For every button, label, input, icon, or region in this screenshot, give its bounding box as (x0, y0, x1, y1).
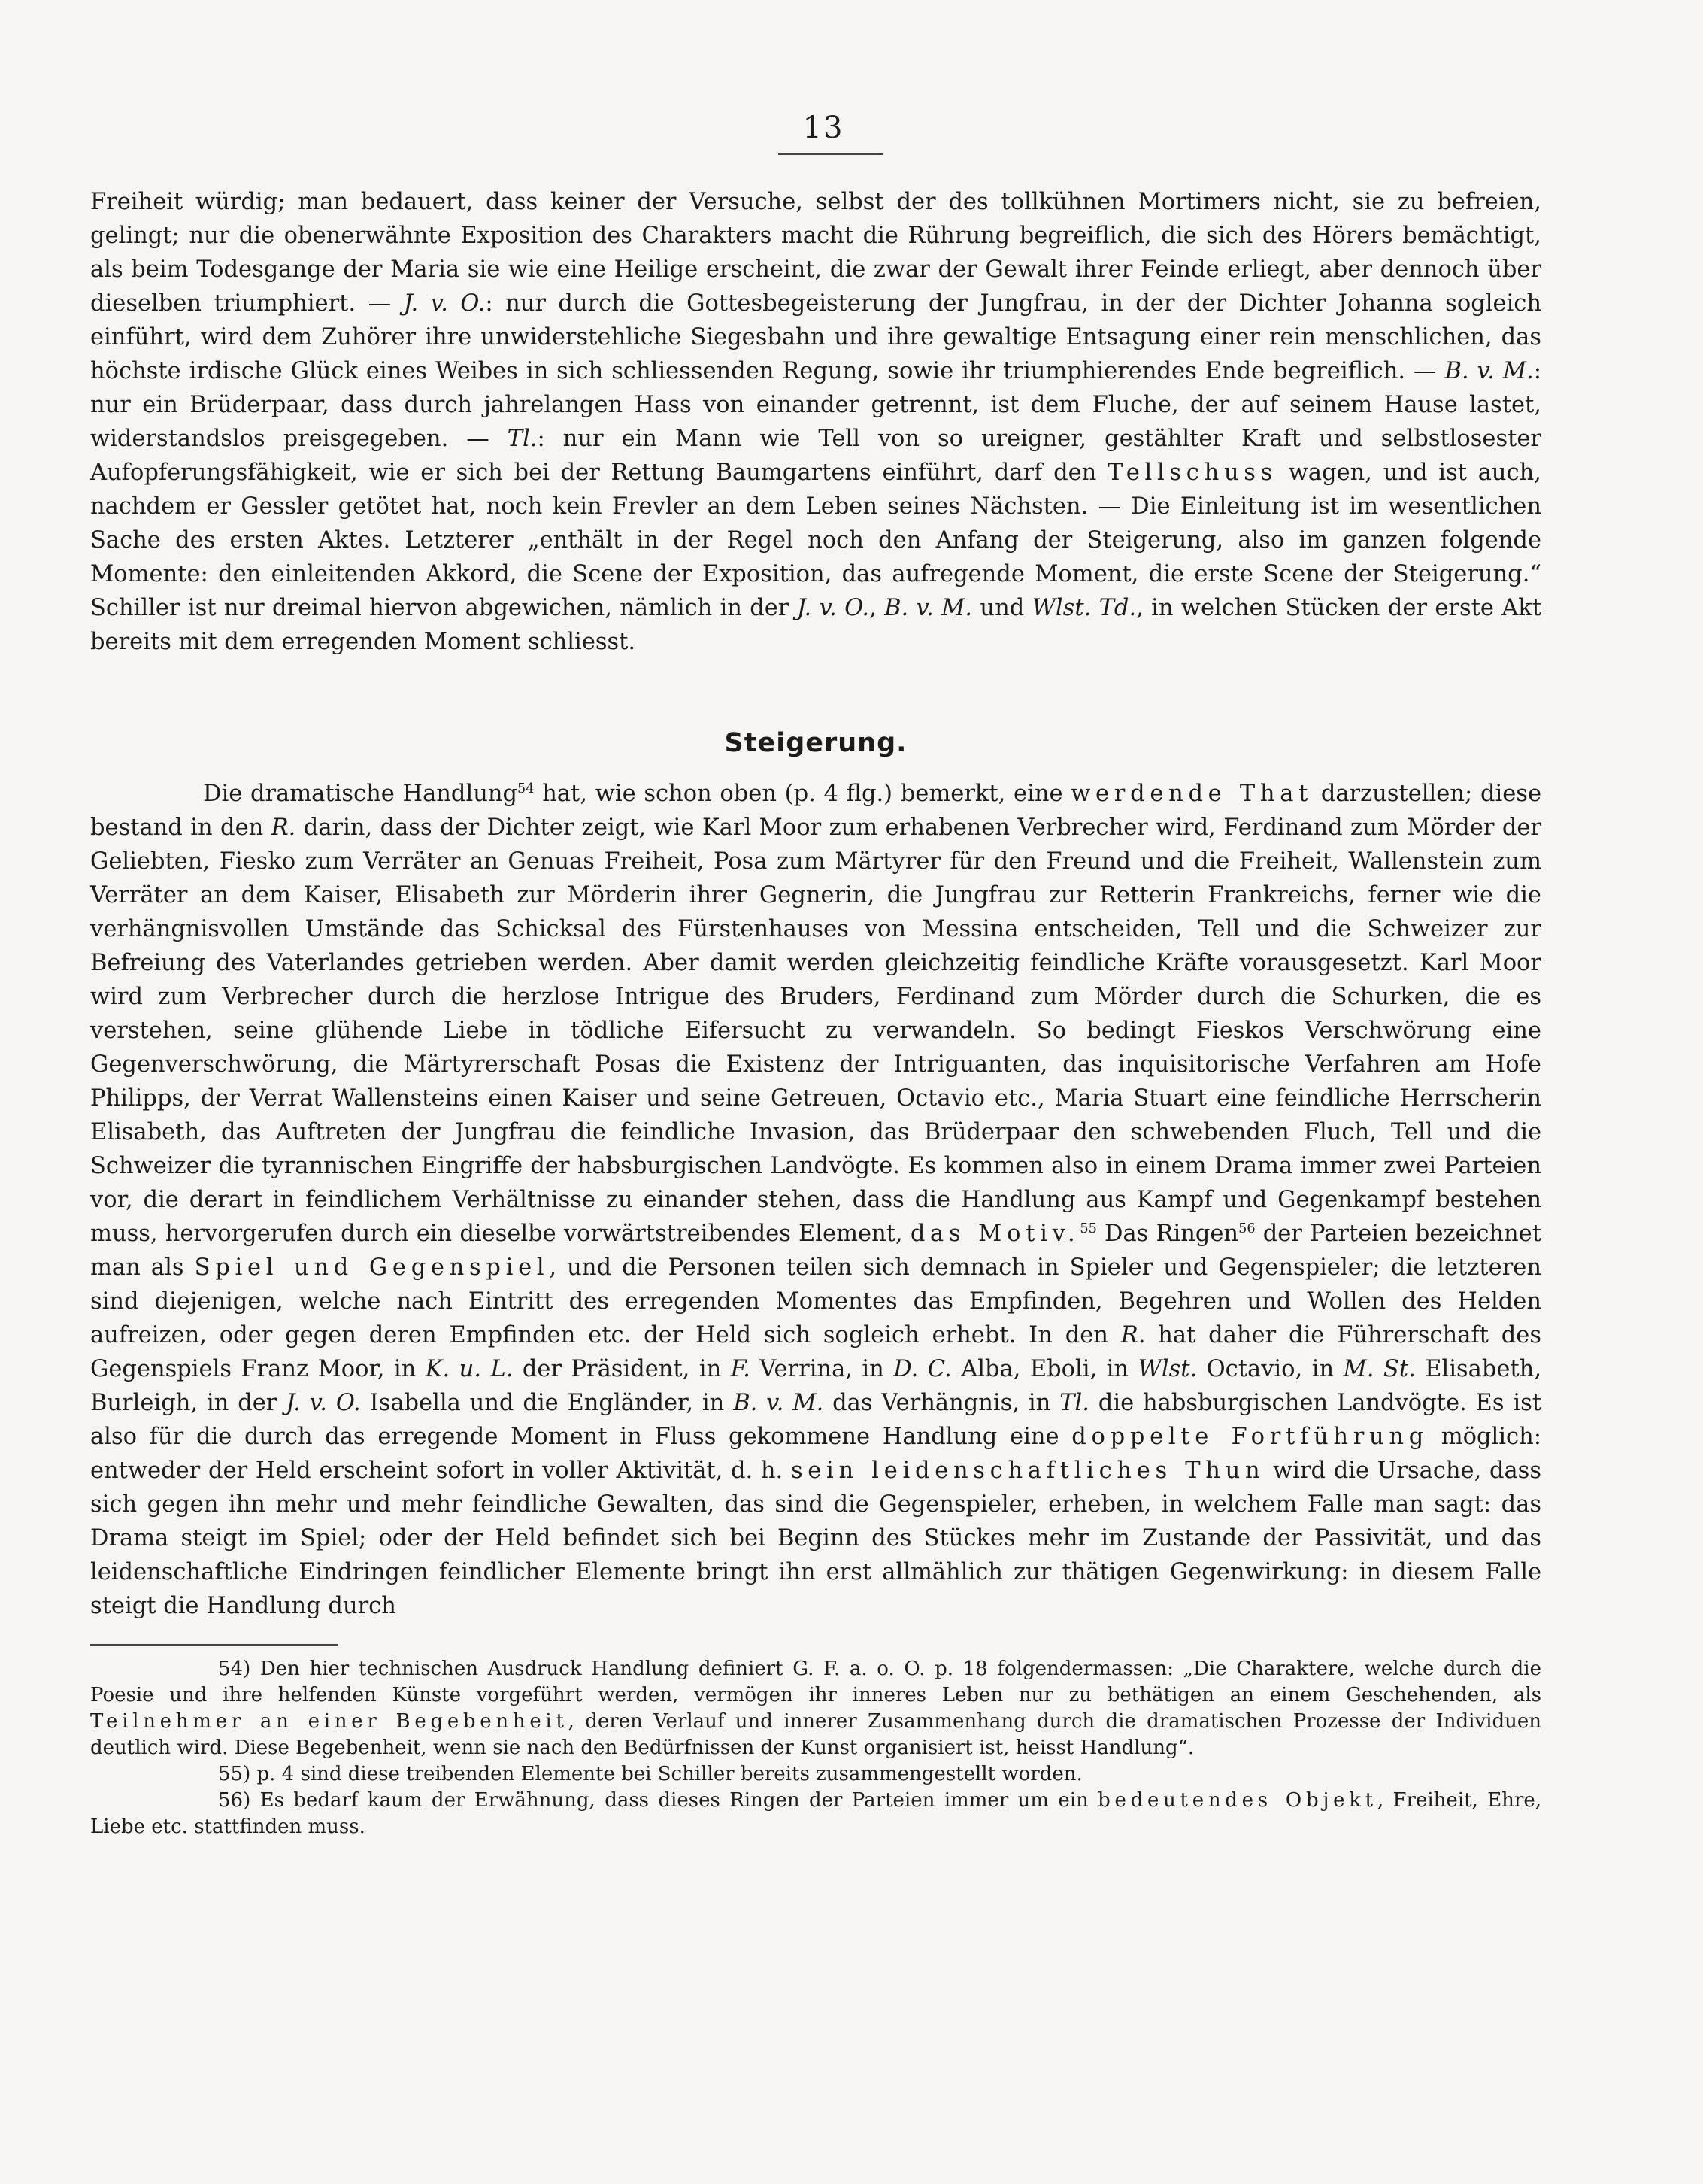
play-abbreviation: Tl. (507, 426, 538, 452)
footnote-54 (90, 1656, 1541, 1761)
play-abbreviation: M. St. (1343, 1356, 1416, 1382)
book-page (90, 113, 1541, 2128)
text-run: Elisabeth, Burleigh, in der (90, 1356, 1542, 1416)
text-run: , in welchen Stücken der erste Akt bereits mit dem erregenden Moment schliesst. (90, 595, 1542, 655)
play-abbreviation: J. v. O. (403, 290, 486, 317)
text-run: möglich: entweder der Held erscheint sofort in voller Aktivität, d. h. (90, 1424, 1542, 1484)
text-run: das Verhängnis, in (823, 1390, 1060, 1416)
footnote-ref: 55 (1080, 1221, 1097, 1236)
spaced-emphasis: Spiel und Gegenspiel (194, 1254, 550, 1281)
footnote-ref: 54 (517, 781, 535, 796)
text-run: hat, wie schon oben (p. 4 flg.) bemerkt, eine (534, 781, 1071, 807)
text-run: Die dramatische Handlung (203, 781, 518, 807)
text-run: darzustellen; diese bestand in den (90, 781, 1541, 841)
main-paragraph (90, 777, 1541, 1623)
text-run: wagen, und ist auch, nachdem er Gessler getötet hat, noch kein Frevler an dem Leben seines Nächsten. — Die Einleitung ist im wesentlichen Sache des ersten Aktes. Letzterer „enthält in der Regel noch den Anfang der Steigerung, also im ganzen folgende Momente: den einleitenden Akkord, die Scene der Exposition, das aufregende Moment, die erste Scene der Steigerung.“ Schiller ist nur dreimal hiervon abgewichen, nämlich in der (90, 460, 1541, 621)
section-heading: Steigerung. (724, 728, 908, 758)
text-run: und (972, 595, 1032, 621)
text-run: , (869, 595, 885, 621)
page-number: 13 (802, 111, 844, 145)
text-run: , und die Personen teilen sich demnach in Spieler und Gegenspieler; die letzteren sind diejenigen, welche nach Eintritt des erregenden Momentes das Empfinden, Begehren und Wollen des Helden aufreizen, oder gegen deren Empfinden etc. der Held sich sogleich erhebt. In den (90, 1254, 1541, 1348)
text-run: die habsburgischen Landvögte. Es ist also für die durch das erregende Moment in Fluss gekommene Handlung eine (90, 1390, 1542, 1450)
intro-paragraph (90, 185, 1541, 659)
spaced-emphasis: bedeutendes Objekt (1098, 1789, 1377, 1812)
spaced-emphasis: das Motiv. (910, 1221, 1080, 1247)
text-run: Verrina, in (750, 1356, 894, 1382)
text-run: : nur ein Mann wie Tell von so ureigner, gestählter Kraft und selbstlosester Aufopferungsfähigkeit, wie er sich bei der Rettung Baumgartens einführt, darf den (90, 426, 1541, 486)
footnote-55: 55) p. 4 sind diese treibenden Elemente bei Schiller bereits zusammengestellt worden. (218, 1763, 1083, 1785)
play-abbreviation: Tl. (1059, 1390, 1089, 1416)
text-run: Alba, Eboli, in (951, 1356, 1138, 1382)
spaced-emphasis: Teilnehmer an einer Begebenheit (90, 1710, 568, 1733)
text-run: , Freiheit, Ehre, Liebe etc. stattfinden muss. (90, 1789, 1542, 1838)
footnote-rule (90, 1644, 338, 1646)
text-run: der Präsident, in (513, 1356, 731, 1382)
page-number-rule (778, 153, 883, 155)
spaced-emphasis: doppelte Fortführung (1071, 1424, 1429, 1450)
play-abbreviation: R. (271, 814, 296, 841)
play-abbreviation: B. v. M. (733, 1390, 824, 1416)
play-abbreviation: R. (1120, 1322, 1146, 1348)
text-run: 56) Es bedarf kaum der Erwähnung, dass dieses Ringen der Parteien immer um ein (218, 1789, 1098, 1812)
text-run: : nur durch die Gottesbegeisterung der Jungfrau, in der der Dichter Johanna sogleich einführt, wird dem Zuhörer ihre unwiderstehliche Siegesbahn und ihre gewaltige Entsagung einer rein menschlichen, das höchste irdische Glück eines Weibes in sich schliessenden Regung, sowie ihr triumphierendes Ende begreiflich. — (90, 290, 1541, 384)
play-abbreviation: K. u. L. (425, 1356, 514, 1382)
play-abbreviation: Wlst. Td. (1032, 595, 1137, 621)
text-run: Isabella und die Engländer, in (360, 1390, 734, 1416)
text-run: , deren Verlauf und innerer Zusammenhang durch die dramatischen Prozesse der Individuen deutlich wird. Diese Begebenheit, wenn sie nach den Bedürfnissen der Kunst organisiert ist, heisst Handlung“. (90, 1710, 1541, 1759)
text-run: Das Ringen (1096, 1221, 1239, 1247)
play-abbreviation: B. v. M. (1444, 358, 1534, 384)
text-run: wird die Ursache, dass sich gegen ihn mehr und mehr feindliche Gewalten, das sind die Gegenspieler, erheben, in welchem Falle man sagt: das Drama steigt im Spiel; oder der Held befindet sich bei Beginn des Stückes mehr im Zustande der Passivität, und das leidenschaftliche Eindringen feindlicher Elemente bringt ihn erst allmählich zur thätigen Gegenwirkung: in diesem Falle steigt die Handlung durch (90, 1458, 1541, 1619)
body-text (90, 185, 1541, 1623)
play-abbreviation: Wlst. (1138, 1356, 1198, 1382)
footnote-56 (90, 1788, 1541, 1840)
play-abbreviation: D. C. (893, 1356, 952, 1382)
footnotes (90, 1656, 1541, 1840)
play-abbreviation: F. (730, 1356, 750, 1382)
text-run: Octavio, in (1197, 1356, 1344, 1382)
text-run: 54) Den hier technischen Ausdruck Handlung definiert G. F. a. o. O. p. 18 folgendermassen: „Die Charaktere, welche durch die Poesie und ihre helfenden Künste vorgeführt werden, vermögen ihr inneres Leben nur zu bethätigen an einem Geschehenden, als (90, 1658, 1541, 1706)
text-run: Freiheit würdig; man bedauert, dass keiner der Versuche, selbst der des tollkühnen Mortimers nicht, sie zu befreien, gelingt; nur die obenerwähnte Exposition des Charakters macht die Rührung begreiflich, die sich des Hörers bemächtigt, als beim Todesgange der Maria sie wie eine Heilige erscheint, die zwar der Gewalt ihrer Feinde erliegt, aber dennoch über dieselben triumphiert. — (90, 189, 1541, 317)
text-run: : nur ein Brüderpaar, dass durch jahrelangen Hass von einander getrennt, ist dem Fluche, der auf seinem Hause lastet, widerstandslos preisgegeben. — (90, 358, 1541, 452)
play-abbreviation: J. v. O. (796, 595, 870, 621)
spaced-emphasis: werdende That (1071, 781, 1314, 807)
text-run: darin, dass der Dichter zeigt, wie Karl Moor zum erhabenen Verbrecher wird, Ferdinand zum Mörder der Geliebten, Fiesko zum Verräter an Genuas Freiheit, Posa zum Märtyrer für den Freund und die Freiheit, Wallenstein zum Verräter an dem Kaiser, Elisabeth zur Mörderin ihrer Gegnerin, die Jungfrau zur Retterin Frankreichs, ferner wie die verhängnisvollen Umstände das Schicksal des Fürstenhauses von Messina entscheiden, Tell und die Schweizer zur Befreiung des Vaterlandes getrieben werden. Aber damit werden gleichzeitig feindliche Kräfte vorausgesetzt. Karl Moor wird zum Verbrecher durch die herzlose Intrigue des Bruders, Ferdinand zum Mörder durch die Schurken, die es verstehen, seine glühende Liebe in tödliche Eifersucht zu verwandeln. So bedingt Fieskos Verschwörung eine Gegenverschwörung, die Märtyrerschaft Posas die Existenz der Intriguanten, das inquisitorische Verfahren am Hofe Philipps, der Verrat Wallensteins einen Kaiser und seine Getreuen, Octavio etc., Maria Stuart eine feindliche Herrscherin Elisabeth, das Auftreten der Jungfrau die feindliche Invasion, das Brüderpaar den schwebenden Fluch, Tell und die Schweizer die tyrannischen Eingriffe der habsburgischen Landvögte. Es kommen also in einem Drama immer zwei Parteien vor, die derart in feindlichem Verhältnisse zu einander stehen, dass die Handlung aus Kampf und Gegenkampf bestehen muss, hervorgerufen durch ein dieselbe vorwärtstreibendes Element, (90, 814, 1541, 1247)
spaced-emphasis: sein leidenschaftliches Thun (790, 1458, 1265, 1484)
text-run: der Parteien bezeichnet man als (90, 1221, 1541, 1281)
spaced-emphasis: Tellschuss (1108, 460, 1278, 486)
play-abbreviation: B. v. M. (884, 595, 973, 621)
footnote-ref: 56 (1238, 1221, 1256, 1236)
text-run: hat daher die Führerschaft des Gegenspiels Franz Moor, in (90, 1322, 1541, 1382)
play-abbreviation: J. v. O. (286, 1390, 361, 1416)
